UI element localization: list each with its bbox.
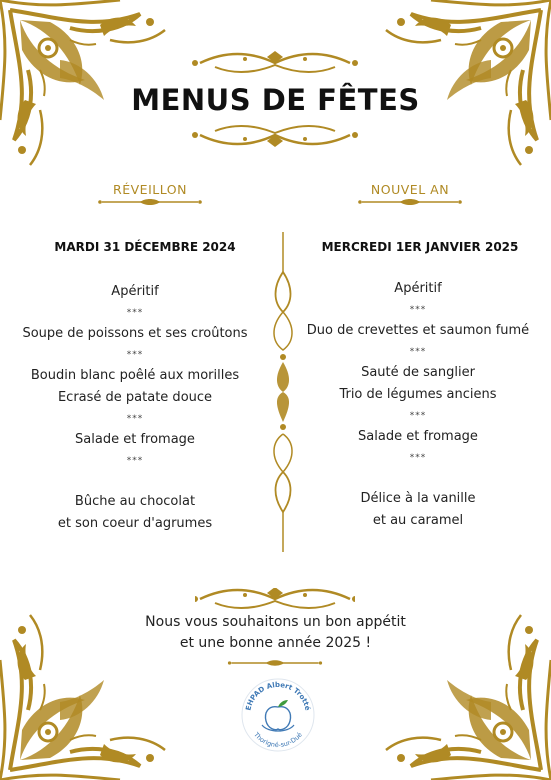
closing-flourish-top xyxy=(195,588,355,610)
logo-location: Thorigné-sur-Dué xyxy=(252,730,304,750)
menu-item-dessert: Bûche au chocolat xyxy=(74,494,196,509)
menu-item-cheese: Salade et fromage xyxy=(75,432,195,447)
page-title: MENUS DE FÊTES xyxy=(131,83,420,117)
closing-line-1: Nous vous souhaitons un bon appétit xyxy=(145,614,406,630)
logo-name: EHPAD Albert Trotté xyxy=(244,680,312,712)
menu-item-aperitif: Apéritif xyxy=(111,284,159,299)
menu-item-starter: Duo de crevettes et saumon fumé xyxy=(306,323,530,338)
menu-item-dessert-detail: et au caramel xyxy=(372,513,464,528)
menu-column-reveillon xyxy=(10,281,260,535)
menu-item-main-course: Boudin blanc poêlé aux morilles xyxy=(30,368,240,383)
section-underline-right xyxy=(355,196,465,208)
menu-separator: *** xyxy=(409,453,427,463)
date-right: MERCREDI 1ER JANVIER 2025 xyxy=(321,240,519,254)
title-flourish-bottom xyxy=(185,122,365,148)
menu-item-side: Ecrasé de patate douce xyxy=(57,390,213,405)
closing-message xyxy=(0,612,551,654)
section-reveillon: RÉVEILLON xyxy=(113,182,187,197)
title-flourish-top xyxy=(185,50,365,76)
menu-item-cheese: Salade et fromage xyxy=(358,429,478,444)
menu-separator: *** xyxy=(126,456,144,466)
closing-flourish-bottom xyxy=(225,655,325,671)
menu-item-aperitif: Apéritif xyxy=(394,281,442,296)
menu-item-side: Trio de légumes anciens xyxy=(339,387,497,402)
closing-line-2: et une bonne année 2025 ! xyxy=(179,635,372,651)
ehpad-logo xyxy=(238,675,318,755)
menu-item-main-course: Sauté de sanglier xyxy=(361,365,475,380)
menu-column-nouvel-an xyxy=(293,278,543,532)
section-nouvel-an: NOUVEL AN xyxy=(370,182,450,197)
menu-separator: *** xyxy=(126,414,144,424)
menu-separator: *** xyxy=(409,411,427,421)
date-left: MARDI 31 DÉCEMBRE 2024 xyxy=(54,240,236,254)
menu-separator: *** xyxy=(126,350,144,360)
menu-separator: *** xyxy=(409,347,427,357)
section-underline-left xyxy=(95,196,205,208)
menu-item-starter: Soupe de poissons et ses croûtons xyxy=(22,326,248,341)
menu-item-dessert-detail: et son coeur d'agrumes xyxy=(57,516,213,531)
menu-separator: *** xyxy=(409,305,427,315)
menu-separator: *** xyxy=(126,308,144,318)
menu-item-dessert: Délice à la vanille xyxy=(360,491,476,506)
